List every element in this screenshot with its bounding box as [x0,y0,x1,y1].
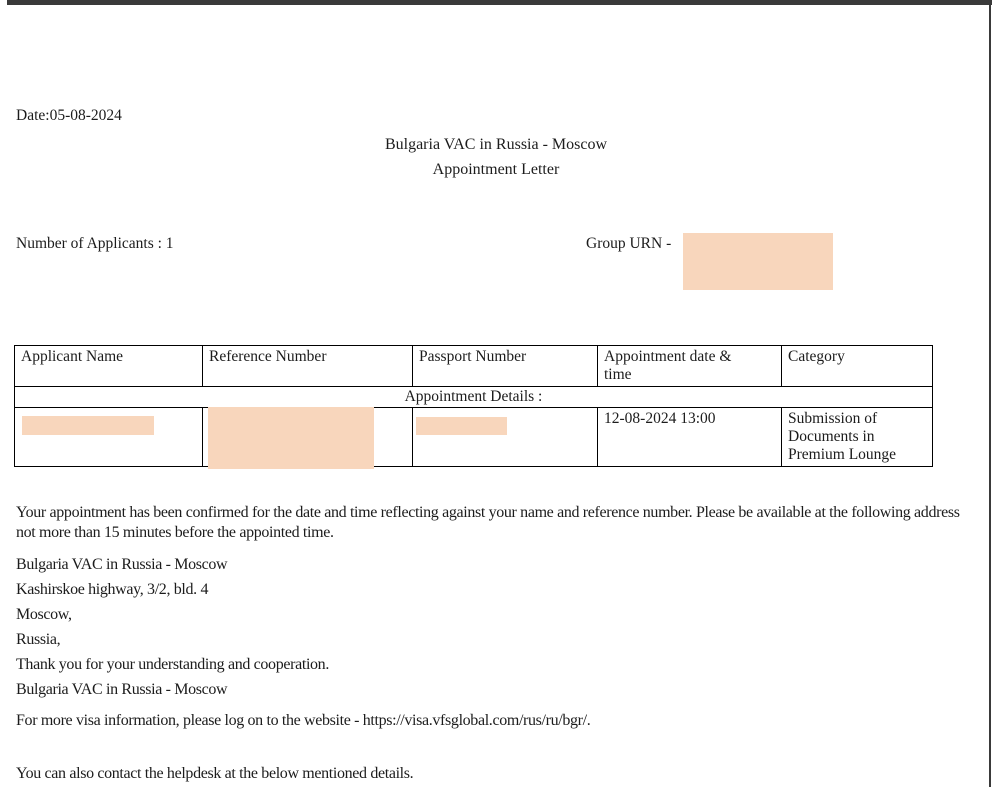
column-header-applicant-name: Applicant Name [15,346,203,387]
number-of-applicants: Number of Applicants : 1 [16,235,174,252]
letter-subtitle: Appointment Letter [432,161,560,178]
letter-title-block [0,132,992,182]
table-caption-row [15,387,933,408]
column-header-category: Category [782,346,933,387]
applicant-name-redacted-value [22,416,154,435]
thank-you-line: Thank you for your understanding and cooperation. [16,656,329,673]
appointment-details-table [14,345,933,467]
group-urn-redacted-value [683,233,833,290]
cell-reference-number [203,408,413,467]
table-header-row [15,346,933,387]
visa-information-website-line: For more visa information, please log on to the website - https://visa.vfsglobal.com/rus/ru/bgr/. [16,712,591,729]
column-header-appointment-datetime: Appointment date & time [598,346,782,387]
cell-appointment-datetime: 12-08-2024 13:00 [598,408,782,467]
letter-title-center: Bulgaria VAC in Russia - Moscow [384,136,608,153]
cell-passport-number [413,408,598,467]
reference-number-redacted-value [208,407,374,469]
group-urn-label: Group URN - [586,235,672,252]
address-line-country: Russia, [16,631,61,648]
cell-applicant-name [15,408,203,467]
table-caption: Appointment Details : [15,387,933,408]
signature-vac-name: Bulgaria VAC in Russia - Moscow [16,681,228,698]
passport-number-redacted-value [416,417,507,435]
address-line-street: Kashirskoe highway, 3/2, bld. 4 [16,581,209,598]
letter-date: Date:05-08-2024 [16,107,122,124]
document-right-frame-bar [989,0,991,787]
document-top-frame-bar [7,0,992,5]
column-header-reference-number: Reference Number [203,346,413,387]
column-header-passport-number: Passport Number [413,346,598,387]
confirmation-paragraph: Your appointment has been confirmed for the date and time reflecting against your name and reference number. Please be available at the following address not more than 15 minutes before the appointed time. [16,504,960,541]
helpdesk-contact-line: You can also contact the helpdesk at the below mentioned details. [16,765,414,782]
address-line-city: Moscow, [16,606,72,623]
address-line-vac-name: Bulgaria VAC in Russia - Moscow [16,556,228,573]
table-row [15,408,933,467]
cell-category: Submission of Documents in Premium Lounge [782,408,933,467]
